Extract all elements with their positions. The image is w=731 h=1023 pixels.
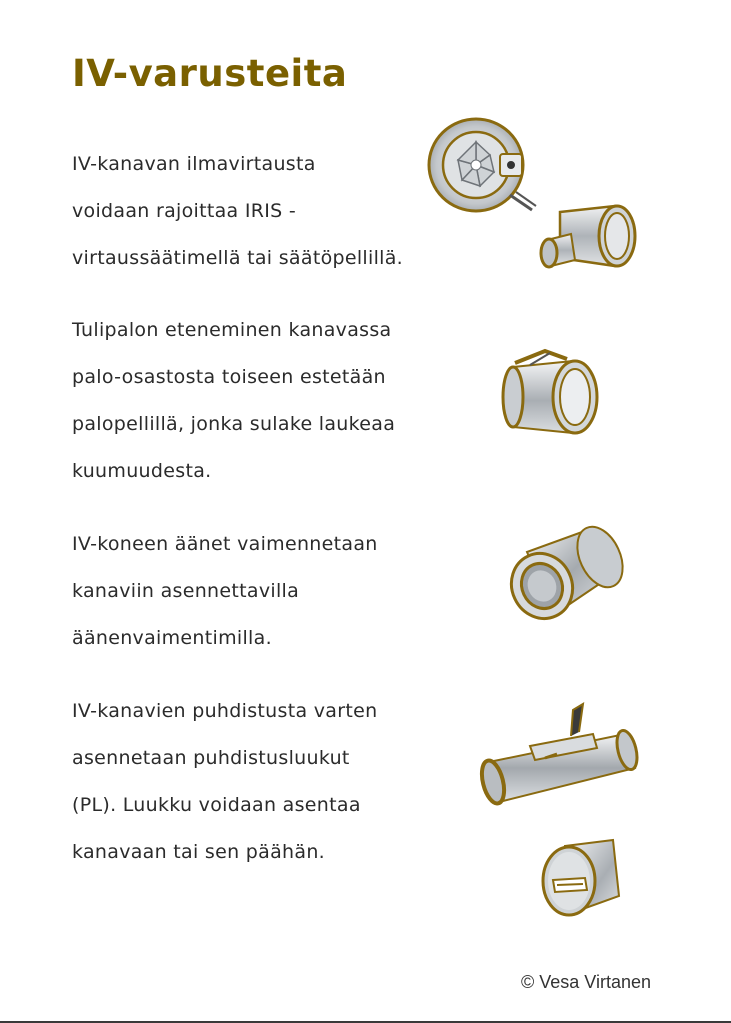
- paragraph-line: palo-osastosta toiseen estetään: [72, 366, 386, 388]
- paragraph-line: kanavaan tai sen päähän.: [72, 841, 326, 863]
- paragraph-line: kuumuudesta.: [72, 460, 212, 482]
- paragraph-cleaning-hatch: [72, 688, 377, 876]
- paragraph-line: kanaviin asennettavilla: [72, 580, 300, 602]
- paragraph-line: asennetaan puhdistusluukut: [72, 747, 350, 769]
- paragraph-line: äänenvaimentimilla.: [72, 627, 272, 649]
- paragraph-line: IV-koneen äänet vaimennetaan: [72, 533, 378, 555]
- page-title: IV-varusteita: [72, 52, 348, 95]
- paragraph-line: IV-kanavan ilmavirtausta: [72, 153, 316, 175]
- paragraph-iris-damper: [72, 141, 403, 282]
- silencer-image: [505, 522, 625, 622]
- paragraph-silencer: [72, 521, 378, 662]
- fire-damper-image: [495, 345, 605, 440]
- paragraph-line: voidaan rajoittaa IRIS -: [72, 200, 297, 222]
- copyright-notice: © Vesa Virtanen: [521, 972, 652, 992]
- paragraph-fire-damper: [72, 307, 395, 495]
- paragraph-line: IV-kanavien puhdistusta varten: [72, 700, 378, 722]
- paragraph-line: virtaussäätimellä tai säätöpellillä.: [72, 247, 404, 269]
- paragraph-line: (PL). Luukku voidaan asentaa: [72, 794, 361, 816]
- iris-damper-image: [420, 110, 540, 220]
- end-cleaning-hatch-image: [535, 836, 625, 921]
- paragraph-line: Tulipalon eteneminen kanavassa: [72, 319, 392, 341]
- paragraph-line: palopellillä, jonka sulake laukeaa: [72, 413, 396, 435]
- tee-damper-image: [535, 200, 645, 280]
- cleaning-hatch-duct-image: [475, 702, 640, 812]
